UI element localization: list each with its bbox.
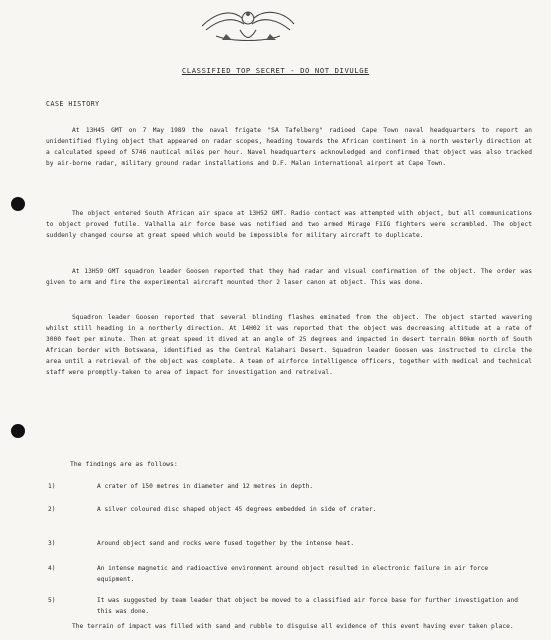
finding-text: Around object sand and rocks were fused together by the intense heat.	[97, 540, 355, 547]
punch-hole-icon	[11, 424, 25, 438]
section-title: CASE HISTORY	[46, 100, 100, 108]
finding-number: 4)	[48, 565, 56, 572]
classification-heading: CLASSIFIED TOP SECRET - DO NOT DIVULGE	[181, 66, 370, 75]
paragraph-1: At 13H45 GMT on 7 May 1989 the naval frigate "SA Tafelberg" radioed Cape Town naval headquarters to report an unidentified flying object that appeared on radar scopes, heading towards the African continent in a north westerly direction at a calculated speed of 5746 nautical miles per hour. Navel headquarters acknowledged and confirmed that object was also tracked by air-borne radar, military ground radar installations and D.F. Malan international airport at Cape Town.	[46, 127, 532, 167]
finding-number: 1)	[48, 483, 56, 490]
finding-text: A crater of 150 metres in diameter and 12 metres in depth.	[97, 483, 314, 490]
finding-number: 2)	[48, 506, 56, 513]
finding-number: 5)	[48, 597, 56, 604]
paragraph-4: Squadron leader Goosen reported that several blinding flashes eminated from the object. The object started wavering whilst still heading in a northerly direction. At 14H02 it was reported that the object was decreasing altitude at a rate of 3000 feet per minute. Then at great speed it dived at an angle of 25 degrees and impacted in desert terrain 80km north of South African border with Botswana, identified as the Central Kalahari Desert. Squadron leader Goosen was instructed to circle the area until a retrieval of the object was complete. A team of airforce intelligence officers, together with medical and technical staff were promptly-taken to area of impact for investigation and retreival.	[46, 314, 532, 376]
finding-number: 3)	[48, 540, 56, 547]
eagle-emblem-icon	[196, 0, 300, 44]
finding-text: An intense magnetic and radioactive environment around object resulted in electronic failure in air force equipment.	[97, 565, 489, 583]
closing-paragraph: The terrain of impact was filled with sand and rubble to disguise all evidence of this event having ever taken place.	[72, 623, 514, 630]
paragraph-2: The object entered South African air space at 13H52 GMT. Radio contact was attempted with object, but all communications to object proved futile. Valhalla air force base was notified and two armed Mirage F1IG fighters were scrambled. The object suddenly changed course at great speed which would be impossible for military aircraft to duplicate.	[46, 210, 532, 239]
findings-intro: The findings are as follows:	[70, 460, 178, 468]
finding-text: It was suggested by team leader that object be moved to a classified air force base for further investigation and this was done.	[97, 597, 518, 615]
paragraph-3: At 13H59 GMT squadron leader Goosen reported that they had radar and visual confirmation of the object. The order was given to arm and fire the experimental aircraft mounted thor 2 laser canon at object. This was done.	[46, 268, 532, 286]
finding-text: A silver coloured disc shaped object 45 degrees embedded in side of crater.	[97, 506, 377, 513]
punch-hole-icon	[11, 197, 25, 211]
